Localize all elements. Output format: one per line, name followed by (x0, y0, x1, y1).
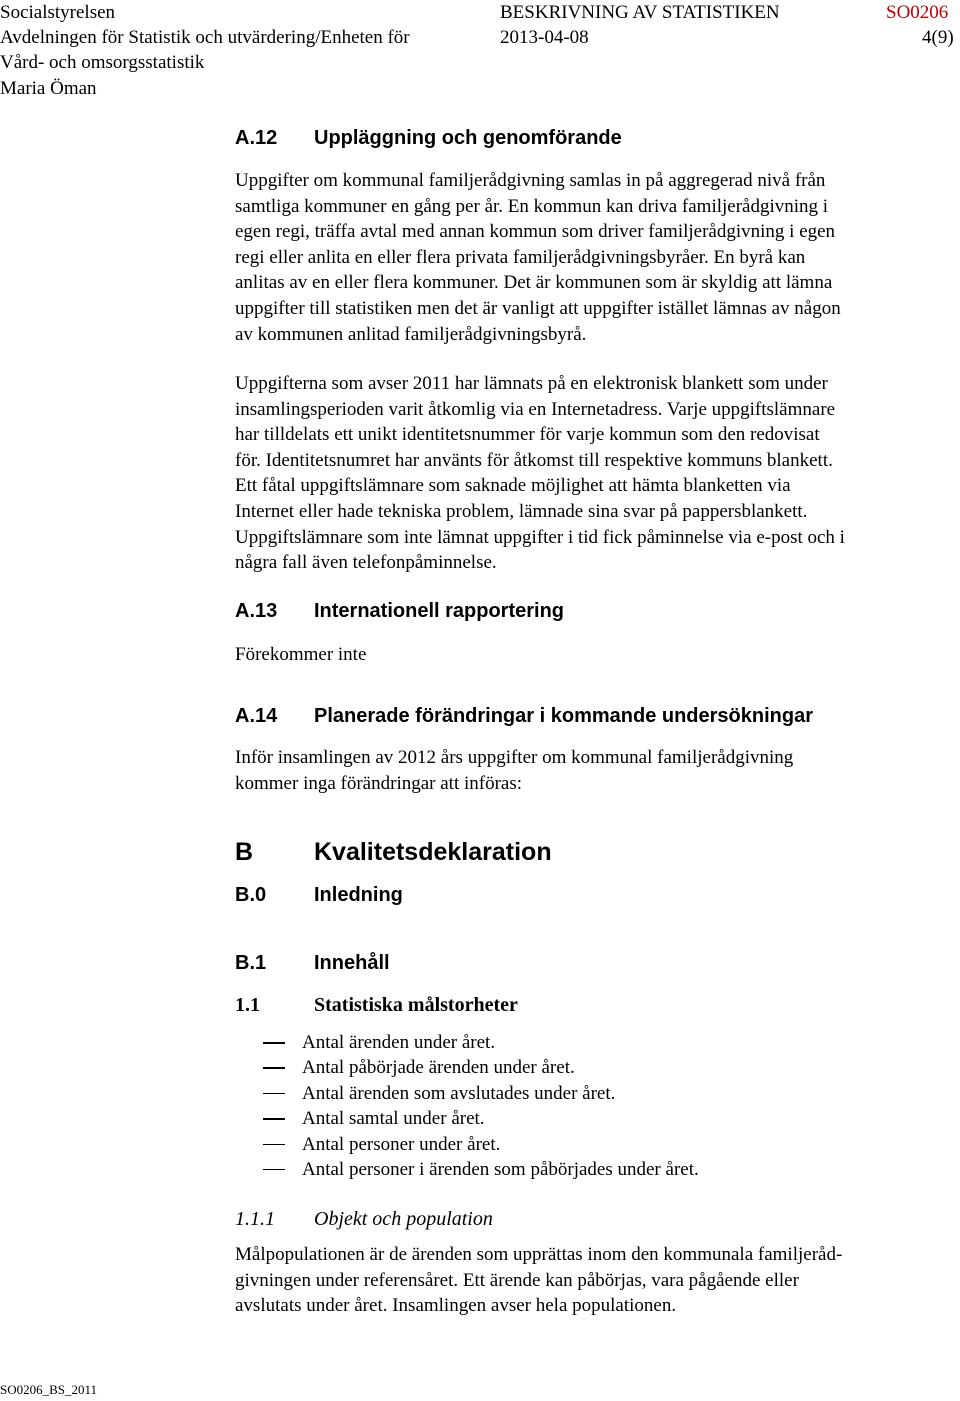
section-number: A.14 (235, 705, 278, 727)
text-line: kommer inga förändringar att införas: (235, 772, 523, 794)
dash-bullet (263, 1144, 285, 1146)
list-item-text: Antal ärenden som avslutades under året. (302, 1082, 616, 1104)
a14-paragraph (235, 745, 955, 796)
header-author: Maria Öman (0, 78, 97, 99)
list-item-text: Antal personer i ärenden som påbörjades under året. (302, 1158, 699, 1180)
header-dept: Avdelningen för Statistik och utvärdering/Enheten för (0, 27, 410, 48)
list-item-text: Antal påbörjade ärenden under året. (302, 1057, 575, 1079)
a13-text (235, 642, 955, 668)
dash-bullet (263, 1042, 285, 1044)
dash-bullet (263, 1067, 285, 1069)
section-title: Uppläggning och genomförande (314, 127, 622, 149)
text-line: Målpopulationen är de ärenden som upprättas inom den kommunala familjeråd- (235, 1244, 843, 1265)
text-line: samtliga kommuner en gång per år. En kommun kan driva familjerådgivning i (235, 195, 829, 217)
header-date: 2013-04-08 (500, 27, 589, 48)
section-title: Innehåll (314, 952, 390, 974)
list-item-text: Antal samtal under året. (302, 1108, 485, 1130)
section-number: A.12 (235, 127, 278, 149)
text-line: avslutats under året. Insamlingen avser hela populationen. (235, 1295, 677, 1317)
header-page-number: 4(9) (922, 27, 954, 48)
a12-paragraph-1 (235, 168, 955, 347)
dash-bullet (263, 1093, 285, 1095)
a12-paragraph-2 (235, 371, 955, 576)
section-number: A.13 (235, 600, 278, 622)
header-org: Socialstyrelsen (0, 2, 116, 23)
header-unit: Vård- och omsorgsstatistik (0, 52, 205, 73)
list-item-text: Antal personer under året. (302, 1133, 501, 1155)
text-line: insamlingsperioden varit åtkomlig via en Internetadress. Varje uppgiftslämnare (235, 398, 836, 420)
text-line: regi eller anlita en eller flera privata familjerådgivningsbyråer. En byrå kan (235, 246, 806, 268)
section-title: Inledning (314, 884, 403, 906)
section-title: Planerade förändringar i kommande undersökningar (314, 705, 814, 727)
list-item-text: Antal ärenden under året. (302, 1032, 496, 1053)
text-line: Internet eller hade tekniska problem, lämnade sina svar på pappersblankett. (235, 500, 808, 522)
text-line: av kommunen anlitad familjerådgivningsbyrå. (235, 323, 587, 345)
section-number: 1.1 (235, 994, 260, 1016)
header-doc-code: SO0206 (886, 2, 949, 23)
text-line: Uppgiftslämnare som inte lämnat uppgifter i tid fick påminnelse via e-post och i (235, 526, 845, 548)
text-line: Uppgifter om kommunal familjerådgivning samlas in på aggregerad nivå från (235, 170, 826, 191)
text-line: Uppgifterna som avser 2011 har lämnats på en elektronisk blankett som under (235, 373, 828, 394)
text-line: Inför insamlingen av 2012 års uppgifter om kommunal familjerådgivning (235, 747, 794, 768)
text-line: Ett fåtal uppgiftslämnare som saknade möjlighet att hämta blanketten via (235, 475, 791, 497)
section-title: Statistiska målstorheter (314, 994, 518, 1016)
section-number: B.1 (235, 952, 267, 974)
text-line: egen regi, träffa avtal med annan kommun som driver familjerådgivning i egen (235, 221, 836, 243)
text-line: anlitas av en eller flera kommuner. Det är kommunen som är skyldig att lämna (235, 272, 833, 294)
section-title: Internationell rapportering (314, 600, 565, 622)
text-line: för. Identitetsnumret har använts för åtkomst till respektive kommuns blankett. (235, 449, 833, 471)
section-title: Objekt och population (314, 1208, 493, 1230)
text-line: har tilldelats ett unikt identitetsnummer för varje kommun som den redovisat (235, 424, 820, 446)
section-number: B.0 (235, 884, 267, 906)
section-number: B (235, 838, 254, 866)
footer-code: SO0206_BS_2011 (0, 1382, 98, 1397)
section-number: 1.1.1 (235, 1208, 275, 1230)
text-line: givningen under referensåret. Ett ärende kan påbörjas, vara pågående eller (235, 1269, 799, 1291)
text-line: några fall även telefonpåminnelse. (235, 552, 497, 574)
section-title: Kvalitetsdeklaration (314, 838, 552, 866)
text-line: Förekommer inte (235, 644, 367, 665)
population-paragraph (235, 1242, 955, 1319)
dash-bullet (263, 1169, 285, 1171)
dash-bullet (263, 1118, 285, 1120)
header-doc-type: BESKRIVNING AV STATISTIKEN (500, 2, 780, 23)
text-line: uppgifter till statistiken men det är vanligt att uppgifter istället lämnas av någon (235, 297, 841, 319)
